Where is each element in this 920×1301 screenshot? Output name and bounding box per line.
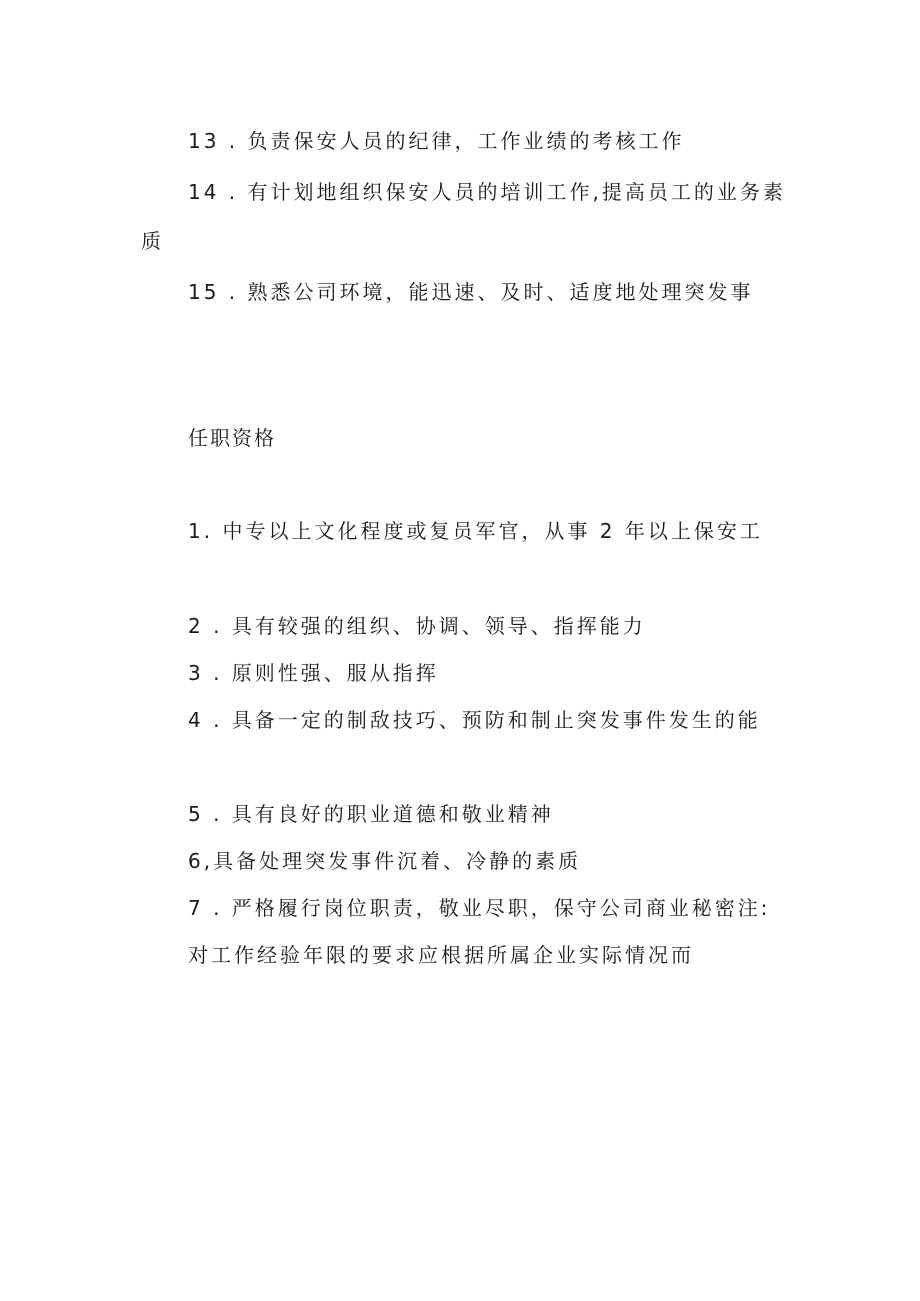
qualification-item-4: 4 . 具备一定的制敌技巧、预防和制止突发事件发生的能 (188, 708, 761, 732)
qualifications-heading: 任职资格 (188, 426, 276, 450)
duty-item-15: 15 . 熟悉公司环境，能迅速、及时、适度地处理突发事 (188, 280, 754, 304)
duty-item-14-line-2: 质 (141, 229, 164, 253)
qualification-item-6: 6,具备处理突发事件沉着、冷静的素质 (188, 849, 582, 873)
qualification-item-3: 3 . 原则性强、服从指挥 (188, 661, 439, 685)
duty-item-14-line-1: 14 . 有计划地组织保安人员的培训工作,提高员工的业务素 (188, 180, 786, 204)
qualification-item-2: 2 . 具有较强的组织、协调、领导、指挥能力 (188, 614, 646, 638)
experience-note: 对工作经验年限的要求应根据所属企业实际情况而 (188, 943, 694, 967)
qualification-item-5: 5 . 具有良好的职业道德和敬业精神 (188, 802, 554, 826)
duty-item-13: 13 . 负责保安人员的纪律，工作业绩的考核工作 (188, 129, 685, 153)
qualification-item-1: 1. 中专以上文化程度或复员军官，从事 2 年以上保安工 (188, 519, 763, 543)
qualification-item-7: 7 . 严格履行岗位职责，敬业尽职，保守公司商业秘密注: (188, 896, 771, 920)
